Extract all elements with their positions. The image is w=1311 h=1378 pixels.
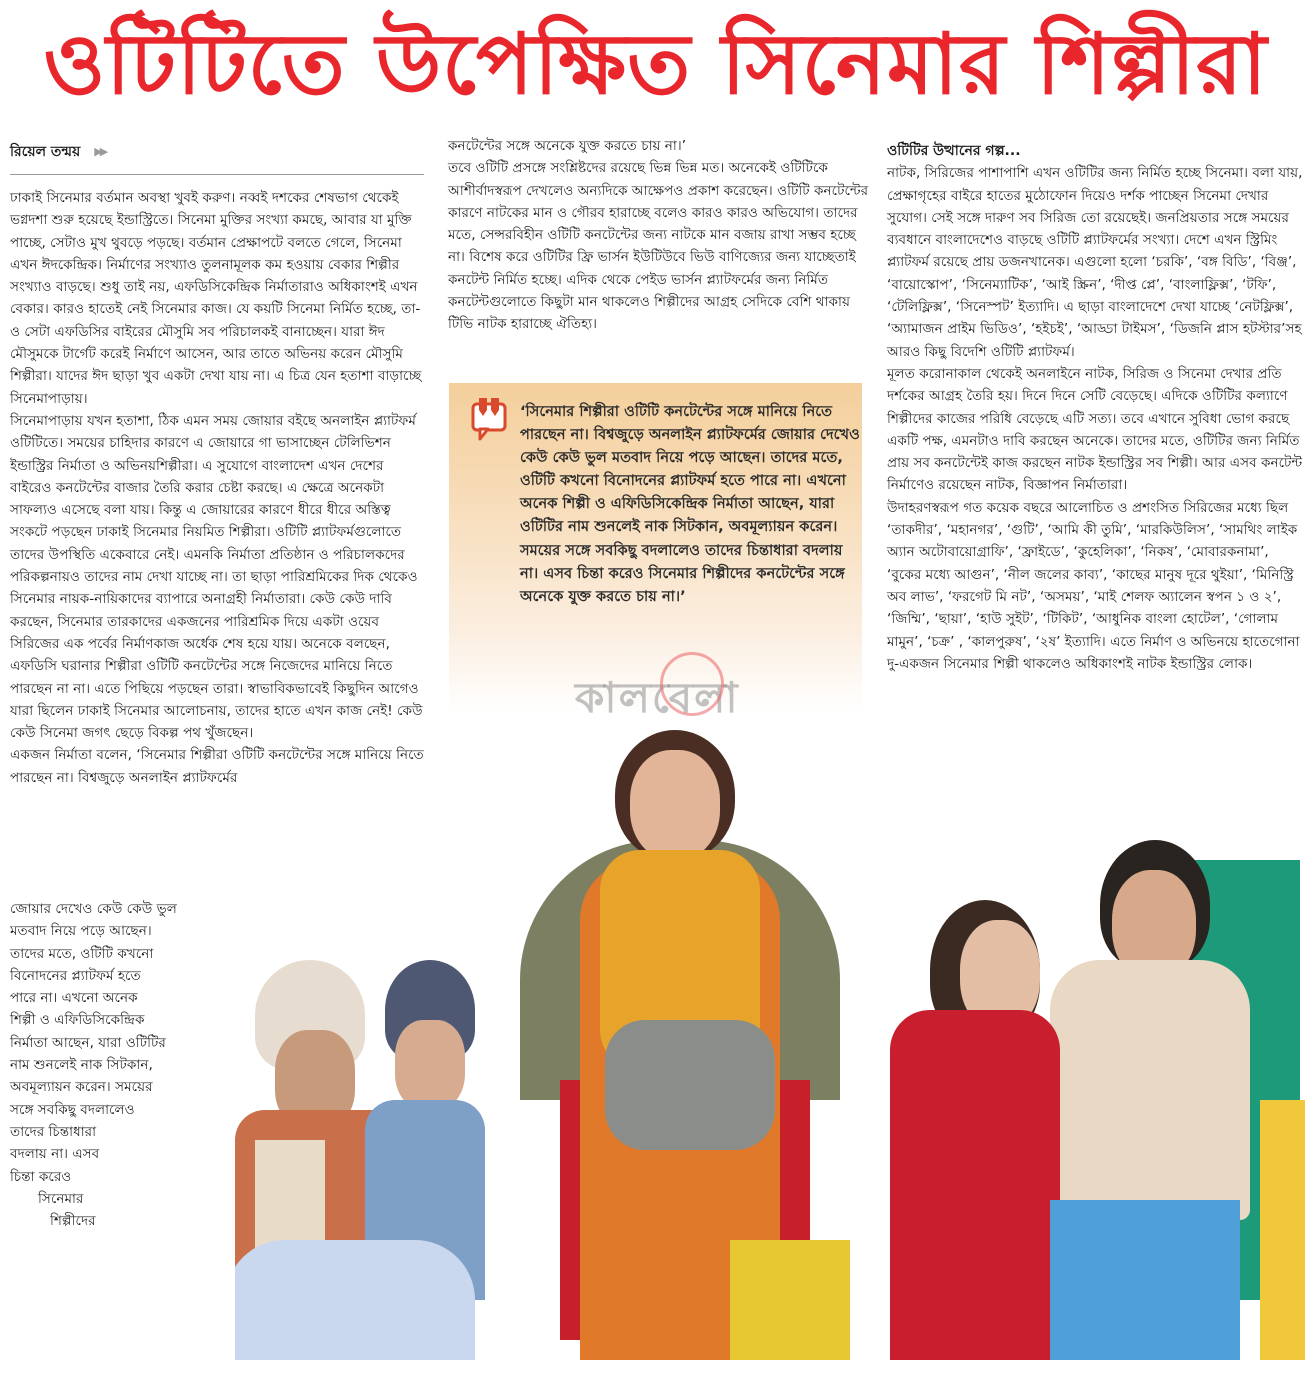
right-column bbox=[887, 140, 1305, 675]
left-column bbox=[10, 140, 428, 789]
wrapped-line: শিল্পীদের bbox=[50, 1213, 96, 1230]
body-paragraph: মূলত করোনাকাল থেকেই অনলাইনে নাটক, সিরিজ ও সিনেমা দেখার প্রতি দর্শকের আগ্রহ তৈরি হয়। দিনে দিনে সেটি বেড়েছে। এদিকে ওটিটির কল্যাণে শিল্পীদের কাজের পরিধি বেড়েছে এটি সত্য। তবে এখানে সুবিধা ভোগ করছে একটি পক্ষ, এমনটাও দাবি করছেন অনেকে। তাদের মতে, ওটিটির জন্য নির্মিত প্রায় সব কনটেন্টেই কাজ করছেন নাটক ইন্ডাস্ট্রির সব শিল্পী। আর এসব কনটেন্ট নির্মাণেও রয়েছেন নাটক, বিজ্ঞাপন নির্মাতারা। bbox=[887, 365, 1303, 494]
wrapped-line: তাদের চিন্তাধারা bbox=[10, 1123, 97, 1140]
wrapped-line: সিনেমার bbox=[38, 1190, 84, 1207]
wrapped-text-block bbox=[10, 898, 240, 1232]
wrapped-line: পারে না। এখনো অনেক bbox=[10, 990, 138, 1007]
wrapped-line: নাম শুনলেই নাক সিটকান, bbox=[10, 1057, 153, 1074]
wrapped-line: বিনোদনের প্ল্যাটফর্ম হতে bbox=[10, 967, 141, 984]
double-arrow-icon: ▶▶ bbox=[94, 144, 106, 158]
wrapped-line: মতবাদ নিয়ে পড়ে আছেন। bbox=[10, 923, 152, 940]
wrapped-line: শিল্পী ও এফিডিসিকেন্দ্রিক bbox=[10, 1012, 145, 1029]
byline-row bbox=[10, 140, 428, 164]
section-subhead: ওটিটির উত্থানের গল্প... bbox=[887, 143, 1021, 159]
wrapped-line: বদলায় না। এসব bbox=[10, 1146, 100, 1163]
speech-bubble-quote-icon bbox=[470, 396, 508, 442]
body-paragraph: সিনেমাপাড়ায় যখন হতাশা, ঠিক এমন সময় জোয়ার বইছে অনলাইন প্ল্যাটফর্ম ওটিটিতে। সময়ের চাহিদার কারণে এ জোয়ারে গা ভাসাচ্ছেন টেলিভিশন ইন্ডাস্ট্রির নির্মাতা ও অভিনয়শিল্পীরা। এ সুযোগে বাংলাদেশ এখন দেশের বাইরেও কনটেন্টের বাজার তৈরি করার চেষ্টা করছে। এ ক্ষেত্রে অনেকটা সাফল্যও এসেছে বলা যায়। কিন্তু এ জোয়ারের কারণে ধীরে ধীরে অস্তিত্ব সংকটে পড়ছেন ঢাকাই সিনেমার নিয়মিত শিল্পীরা। ওটিটি প্ল্যাটফর্মগুলোতে তাদের উপস্থিতি একেবারে নেই। এমনকি নির্মাতা প্রতিষ্ঠান ও পরিচালকদের পরিকল্পনায়ও তাদের নাম দেখা যাচ্ছে না। তা ছাড়া পারিশ্রমিকের দিক থেকেও সিনেমার নায়ক-নায়িকাদের ব্যাপারে অনাগ্রহী নির্মাতারা। কেউ কেউ দাবি করছেন, সিনেমার তারকাদের একজনের পারিশ্রমিক দিয়ে একটা ওয়েব সিরিজের এক পর্বের নির্মাণকাজ অর্ধেক শেষ হয়ে যায়। অনেকে বলছেন, এফডিসি ঘরানার শিল্পীরা ওটিটি কনটেন্টের সঙ্গে নিজেদের মানিয়ে নিতে পারছেন না না। এতে পিছিয়ে পড়ছেন তারা। স্বাভাবিকভাবেই কিছুদিন আগেও যারা ছিলেন ঢাকাই সিনেমার আলোচনায়, তাদের হাতে এখন কাজ নেই! কেউ কেউ সিনেমা জগৎ ছেড়ে বিকল্প পথ খুঁজছেন। bbox=[10, 412, 423, 742]
wrapped-line: তাদের মতে, ওটিটি কখনো bbox=[10, 945, 154, 962]
body-paragraph: একজন নির্মাতা বলেন, ‘সিনেমার শিল্পীরা ওটিটি কনটেন্টের সঙ্গে মানিয়ে নিতে পারছেন না। বিশ্বজুড়ে অনলাইন প্ল্যাটফর্মের bbox=[10, 747, 424, 786]
body-paragraph: উদাহরণস্বরূপ গত কয়েক বছরে আলোচিত ও প্রশংসিত সিরিজের মধ্যে ছিল ‘তাকদীর’, ‘মহানগর’, ‘গুটি’, ‘আমি কী তুমি’, ‘মারকিউলিস’, ‘সামথিং লাইক অ্যান অটোবায়োগ্রাফি’, ‘ফ্রাইডে’, ‘কুহেলিকা’, ‘নিকষ’, ‘মোবারকনামা’, ‘বুকের মধ্যে আগুন’, ‘নীল জলের কাব্য’, ‘কাছের মানুষ দূরে থুইয়া’, ‘মিনিস্ট্রি অব লাভ’, ‘ফরগেট মি নট’, ‘অসময়’, ‘মাই শেলফ অ্যালেন স্বপন ১ ও ২’, ‘জিম্মি’, ‘ছায়া’, ‘হাউ সুইট’, ‘টিকিট’, ‘আধুনিক বাংলা হোটেল’, ‘গোলাম মামুন’, ‘চক্র’ , ‘কালপুরুষ’, ‘২ষ’ ইত্যাদি। এতে নির্মাণ ও অভিনয়ে হাতেগোনা দু-একজন সিনেমার শিল্পী থাকলেও অধিকাংশই নাটক ইন্ডাস্ট্রির লোক। bbox=[887, 499, 1300, 672]
byline-divider bbox=[10, 174, 424, 175]
wrapped-line: চিন্তা করেও bbox=[10, 1168, 72, 1185]
body-paragraph: নাটক, সিরিজের পাশাপাশি এখন ওটিটির জন্য নির্মিত হচ্ছে সিনেমা। বলা যায়, প্রেক্ষাগৃহের বাইরে হাতের মুঠোফোন দিয়েও দর্শক পাচ্ছেন সিনেমা দেখার সুযোগ। সেই সঙ্গে দারুণ সব সিরিজ তো রয়েছেই। জনপ্রিয়তার সঙ্গে সময়ের ব্যবধানে বাংলাদেশেও বাড়ছে ওটিটি প্ল্যাটফর্মের সংখ্যা। দেশে এখন স্ট্রিমিং প্ল্যাটফর্ম রয়েছে প্রায় ডজনখানেক। এগুলো হলো ‘চরকি’, ‘বঙ্গ বিডি’, ‘বিঞ্জ’, ‘বায়োস্কোপ’, ‘সিনেম্যাটিক’, ‘আই স্ক্রিন’, ‘দীপ্ত প্লে’, ‘বাংলাফ্লিক্স’, ‘টফি’, ‘টেলিফ্লিক্স’, ‘সিনেস্পট’ ইত্যাদি। এ ছাড়া বাংলাদেশে দেখা যাচ্ছে ‘নেটফ্লিক্স’, ‘অ্যামাজন প্রাইম ভিডিও’, ‘হইচই’, ‘আড্ডা টাইমস’, ‘ডিজনি প্লাস হটস্টার’সহ আরও কিছু বিদেশি ওটিটি প্ল্যাটফর্ম। bbox=[887, 165, 1303, 360]
wrapped-line: সঙ্গে সবকিছু বদলালেও bbox=[10, 1101, 135, 1118]
kalbela-watermark-logo: কালবেলা bbox=[575, 673, 740, 722]
wrapped-line: জোয়ার দেখেও কেউ কেউ ভুল bbox=[10, 901, 177, 917]
sitting-couple-photo bbox=[800, 840, 1305, 1360]
body-paragraph: তবে ওটিটি প্রসঙ্গে সংশ্লিষ্টদের রয়েছে ভিন্ন ভিন্ন মত। অনেকেই ওটিটিকে আশীর্বাদস্বরূপ দেখলেও অন্যদিকে আক্ষেপও প্রকাশ করেছেন। ওটিটি কনটেন্টের কারণে নাটকের মান ও গৌরব হারাচ্ছে বলেও কারও কারও অভিযোগ। তাদের মতে, সেন্সরবিহীন ওটিটি কনটেন্টের জন্য নাটকে মান বজায় রাখা সম্ভব হচ্ছে না। বিশেষ করে ওটিটির ফ্রি ভার্সন ইউটিউবে ভিউ বাণিজ্যের জন্য যাচ্ছেতাই কনটেন্ট নির্মিত হচ্ছে। এদিক থেকে পেইড ভার্সন প্ল্যাটফর্মের জন্য নির্মিত কনটেন্টগুলোতে কিছুটা মান থাকলেও শিল্পীদের আগ্রহ সেদিকে বেশি থাকায় টিভি নাটক হারাচ্ছে ঐতিহ্য। bbox=[448, 160, 869, 333]
wrapped-line: নির্মাতা আছেন, যারা ওটিটির bbox=[10, 1034, 166, 1051]
headline-title: ওটিটিতে উপেক্ষিত সিনেমার শিল্পীরা bbox=[43, 15, 1268, 113]
headline-banner bbox=[0, 0, 1311, 128]
pull-quote-paragraph: ‘সিনেমার শিল্পীরা ওটিটি কনটেন্টের সঙ্গে মানিয়ে নিতে পারছেন না। বিশ্বজুড়ে অনলাইন প্ল্যাটফর্মের জোয়ার দেখেও কেউ কেউ ভুল মতবাদ নিয়ে পড়ে আছেন। তাদের মতে, ওটিটি কখনো বিনোদনের প্ল্যাটফর্ম হতে পারে না। এখনো অনেক শিল্পী ও এফিডিসিকেন্দ্রিক নির্মাতা আছেন, যারা ওটিটির নাম শুনলেই নাক সিটকান, অবমূল্যায়ন করেন। সময়ের সঙ্গে সবকিছু বদলালেও তাদের চিন্তাধারা বদলায় না। এসব চিন্তা করেও সিনেমার শিল্পীদের কনটেন্টের সঙ্গে অনেকে যুক্ত করতে চায় না।’ bbox=[520, 403, 860, 605]
author-byline: রিয়েল তন্ময় bbox=[10, 143, 81, 160]
body-paragraph: কনটেন্টের সঙ্গে অনেকে যুক্ত করতে চায় না।’ bbox=[448, 138, 687, 154]
body-paragraph: ঢাকাই সিনেমার বর্তমান অবস্থা খুবই করুণ। নব্বই দশকের শেষভাগ থেকেই ভগ্নদশা শুরু হয়েছে ইন্ডাস্ট্রিতে। সিনেমা মুক্তির সংখ্যা কমছে, আবার যা মুক্তি পাচ্ছে, সেটাও মুখ থুবড়ে পড়ছে। বর্তমান প্রেক্ষাপটে বলতে গেলে, সিনেমা এখন ঈদকেন্দ্রিক। নির্মাণের সংখ্যাও তুলনামূলক কম হওয়ায় বেকার শিল্পীর সংখ্যাও বাড়ছে। শুধু তাই নয়, এফডিসিকেন্দ্রিক নির্মাতারাও অধিকাংশই এখন বেকার। কারও হাতেই নেই সিনেমার কাজ। যে কয়টি সিনেমা নির্মিত হচ্ছে, তা-ও সেটা এফডিসির বাইরের মৌসুমি সব পরিচালকই বানাচ্ছেন। যারা ঈদ মৌসুমকে টার্গেট করেই নির্মাণে আসেন, আর তাতে অভিনয় করেন মৌসুমি শিল্পীরা। যাদের ঈদ ছাড়া খুব একটা দেখা যায় না। এ চিত্র যেন হতাশা বাড়াচ্ছে সিনেমাপাড়ায়। bbox=[10, 190, 422, 407]
middle-column bbox=[448, 135, 872, 336]
wrapped-line: অবমূল্যায়ন করেন। সময়ের bbox=[10, 1079, 153, 1096]
pull-quote-text bbox=[520, 400, 860, 608]
clock-icon bbox=[660, 652, 724, 716]
